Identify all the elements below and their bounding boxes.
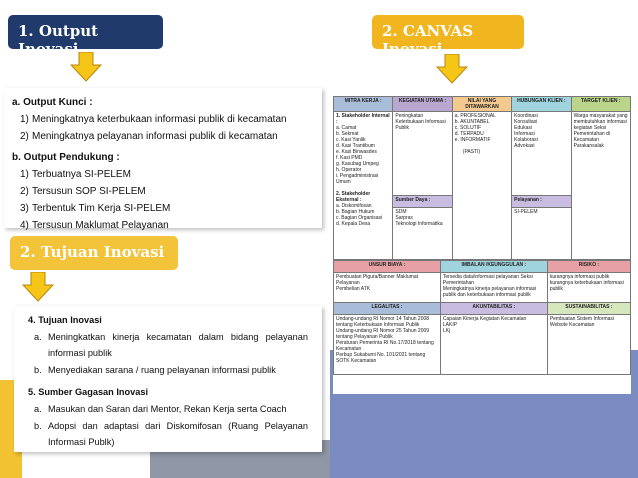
header-tujuan-inovasi: 2. Tujuan Inovasi [10, 236, 178, 270]
header-target-klien: TARGET KLIEN : [571, 97, 630, 112]
mitra-kerja-cell: 1. Stakeholder Internal : a. Camat b. Sekmat c. Kasi Yanlik d. Kasi Trantibum e. Kasi Binwasdes f. Kasi PMD g. Kasubag Umpeg h. Operator i. Pengadministrasi Umum 2. Stakeholder Eksternal : a. Diskomifosan b. Bagian Hukum c. Bagian Organisasi d. Kepala Desa [334, 112, 393, 260]
list-item: b. Menyediakan sarana / ruang pelayanan informasi publik [34, 364, 276, 375]
header-mitra-kerja: MITRA KERJA : [334, 97, 393, 112]
header-unsur-biaya: UNSUR BIAYA : [334, 261, 441, 273]
arrow-down-icon [22, 272, 54, 302]
list-item: 4) Tersusun Maklumat Pelayanan [20, 220, 169, 231]
arrow-down-icon [436, 54, 468, 84]
header-sustainabilitas: SUSTAINABILITAS : [547, 303, 630, 315]
unsur-biaya-cell: Pembuatan Pigura/Banner Maklumat Pelayanan Pembelian ATK [334, 273, 441, 303]
akuntabilitas-cell: Capaian Kinerja Kegiatan Kecamatan LAKIP LKj [440, 315, 547, 375]
header-hubungan-klien: HUBUNGAN KLIEN : [512, 97, 571, 112]
target-klien-cell: Warga masyarakat yang membutuhkan informasi kegiatan Seksi Pemerintahan di Kecamatan Parakansalak [571, 112, 630, 260]
header-imbalan: IMBALAN /KEUNGGULAN : [440, 261, 547, 273]
tujuan-card [14, 306, 322, 452]
header-nilai: NILAI YANG DITAWARKAN [452, 97, 511, 112]
pelayanan-cell: SI-PELEM [512, 208, 571, 260]
header-kegiatan-utama: KEGIATAN UTAMA : [393, 97, 452, 112]
sumber-daya-cell: SDM Sarpras Teknologi Informatika [393, 208, 452, 260]
legalitas-cell: Undang-undang RI Nomor 14 Tahun 2008 tentang Keterbukaan Informasi Publik Undang-undang RI Nomor 25 Tahun 2009 tentang Pelayanan Publik Peraturan Pemerinta RI No.17/2018 tentang Kecamatan Perbup Sukabumi No. 101/2021 tentang SOTK Kecamatan [334, 315, 441, 375]
list-item: 1) Meningkatnya keterbukaan informasi publik di kecamatan [20, 114, 287, 125]
imbalan-cell: Tersedia data/informasi pelayanan Seksi Pemerintahan Meningkatnya kinerja pelayanan informasi publik dan keterbukaan informasi publik [440, 273, 547, 303]
header-legalitas: LEGALITAS : [334, 303, 441, 315]
sumber-daya-label: Sumber Daya : [393, 196, 452, 208]
list-item: 2) Tersusun SOP SI-PELEM [20, 186, 146, 197]
sumber-gagasan-title: 5. Sumber Gagasan Inovasi [28, 387, 148, 398]
list-item: 2) Meningkatnya pelayanan informasi publik di kecamatan [20, 131, 278, 142]
header-akuntabilitas: AKUNTABILITAS : [440, 303, 547, 315]
output-kunci-title: a. Output Kunci : [12, 97, 93, 108]
risiko-cell: kurangnya informasi publik kurangnya keterbukaan informasi publik [547, 273, 630, 303]
hubungan-klien-cell: Koordinasi Konsultasi Edukasi Informasi Kolaborasi Advokasi [512, 112, 571, 196]
sustainabilitas-cell: Pembuatan Sistem Informasi Website Kecamatan [547, 315, 630, 375]
list-item: a. Meningkatkan kinerja kecamatan dalam bidang pelayanan informasi publik [34, 331, 308, 359]
header-risiko: RISIKO : [547, 261, 630, 273]
list-item: 1) Terbuatnya SI-PELEM [20, 169, 131, 180]
list-item: b. Adopsi dan adaptasi dari Diskomifosan (Ruang Pelayanan Informasi Publk) [34, 420, 308, 448]
output-card [4, 88, 322, 231]
canvas-inovasi-table [333, 96, 631, 394]
kegiatan-utama-cell: Peningkatan Keterbukaan Informasi Publik [393, 112, 452, 196]
list-item: a. Masukan dan Saran dari Mentor, Rekan Kerja serta Coach [34, 403, 287, 414]
pelayanan-label: Pelayanan : [512, 196, 571, 208]
tujuan-title: 4. Tujuan Inovasi [28, 315, 102, 325]
header-canvas-inovasi: 2. CANVAS Inovasi [372, 15, 524, 49]
output-pendukung-title: b. Output Pendukung : [12, 152, 120, 163]
nilai-cell: a. PROFESIONAL b. AKUNTABEL c. SOLUTIF d. TERPADU e. INFORMATIF (PASTI) [452, 112, 511, 260]
header-output-inovasi: 1. Output Inovasi [8, 15, 163, 49]
list-item: 3) Terbentuk Tim Kerja SI-PELEM [20, 203, 171, 214]
arrow-down-icon [70, 52, 102, 82]
